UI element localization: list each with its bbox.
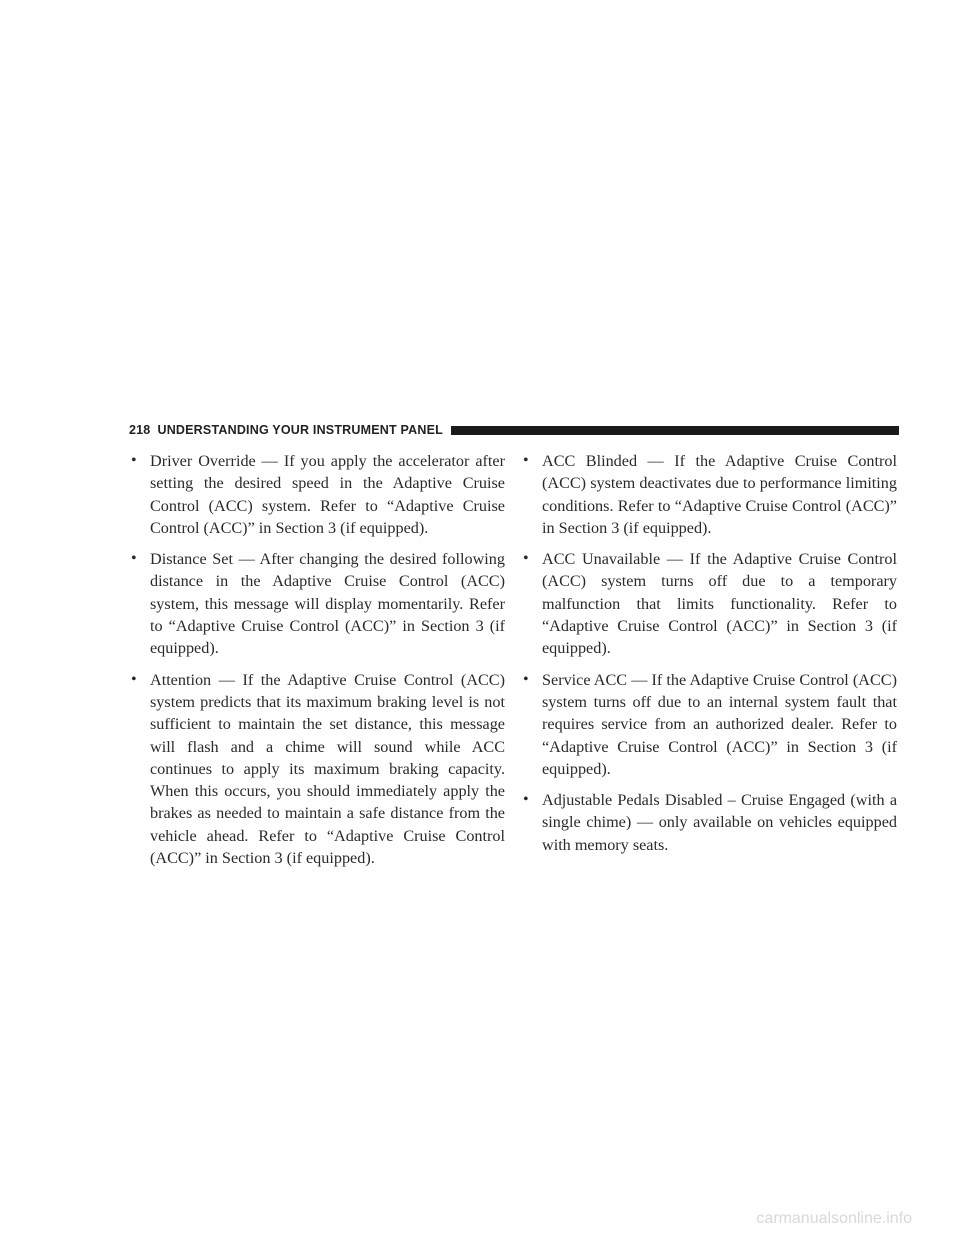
bullet-icon: • [523, 791, 529, 809]
list-item-text: Service ACC — If the Adaptive Cruise Control (ACC) system turns off due to an internal system fault that requires service from an authorized dealer. Refer to “Adaptive Cruise Control (ACC)” in Section 3 (if equipped). [542, 670, 897, 778]
list-item [129, 669, 505, 870]
list-item-text: Attention — If the Adaptive Cruise Control (ACC) system predicts that its maximum braking level is not sufficient to maintain the set distance, this message will flash and a chime will sound while ACC continues to apply its maximum braking capacity. When this occurs, you should immediately apply the brakes as needed to maintain a safe distance from the vehicle ahead. Refer to “Adaptive Cruise Control (ACC)” in Section 3 (if equipped). [150, 670, 505, 868]
list-item [521, 789, 897, 856]
bullet-icon: • [523, 670, 529, 688]
list-item [521, 450, 897, 539]
page-number: 218 [129, 423, 151, 437]
list-item-text: ACC Unavailable — If the Adaptive Cruise Control (ACC) system turns off due to a temporary malfunction that limits functionality. Refer to “Adaptive Cruise Control (ACC)” in Section 3 (if equipped). [542, 550, 897, 658]
bullet-icon: • [131, 670, 137, 688]
list-item [129, 450, 505, 539]
header-rule [451, 426, 899, 435]
left-column [129, 450, 505, 878]
list-item [129, 548, 505, 659]
right-column [521, 450, 897, 865]
watermark: carmanualsonline.info [756, 1210, 912, 1227]
list-item-text: ACC Blinded — If the Adaptive Cruise Control (ACC) system deactivates due to performance limiting conditions. Refer to “Adaptive Cruise Control (ACC)” in Section 3 (if equipped). [542, 452, 897, 537]
page-header [129, 423, 899, 437]
list-item [521, 548, 897, 659]
list-item [521, 669, 897, 780]
list-item-text: Distance Set — After changing the desired following distance in the Adaptive Cruise Control (ACC) system, this message will display momentarily. Refer to “Adaptive Cruise Control (ACC)” in Section 3 (if equipped). [150, 550, 505, 658]
list-item-text: Adjustable Pedals Disabled – Cruise Engaged (with a single chime) — only available on vehicles equipped with memory seats. [542, 791, 897, 854]
list-item-text: Driver Override — If you apply the accelerator after setting the desired speed in the Adaptive Cruise Control (ACC) system. Refer to “Adaptive Cruise Control (ACC)” in Section 3 (if equipped). [150, 452, 505, 537]
bullet-icon: • [131, 452, 137, 469]
bullet-icon: • [523, 452, 529, 469]
bullet-icon: • [131, 550, 137, 568]
section-title: UNDERSTANDING YOUR INSTRUMENT PANEL [157, 423, 443, 437]
bullet-icon: • [523, 550, 529, 568]
